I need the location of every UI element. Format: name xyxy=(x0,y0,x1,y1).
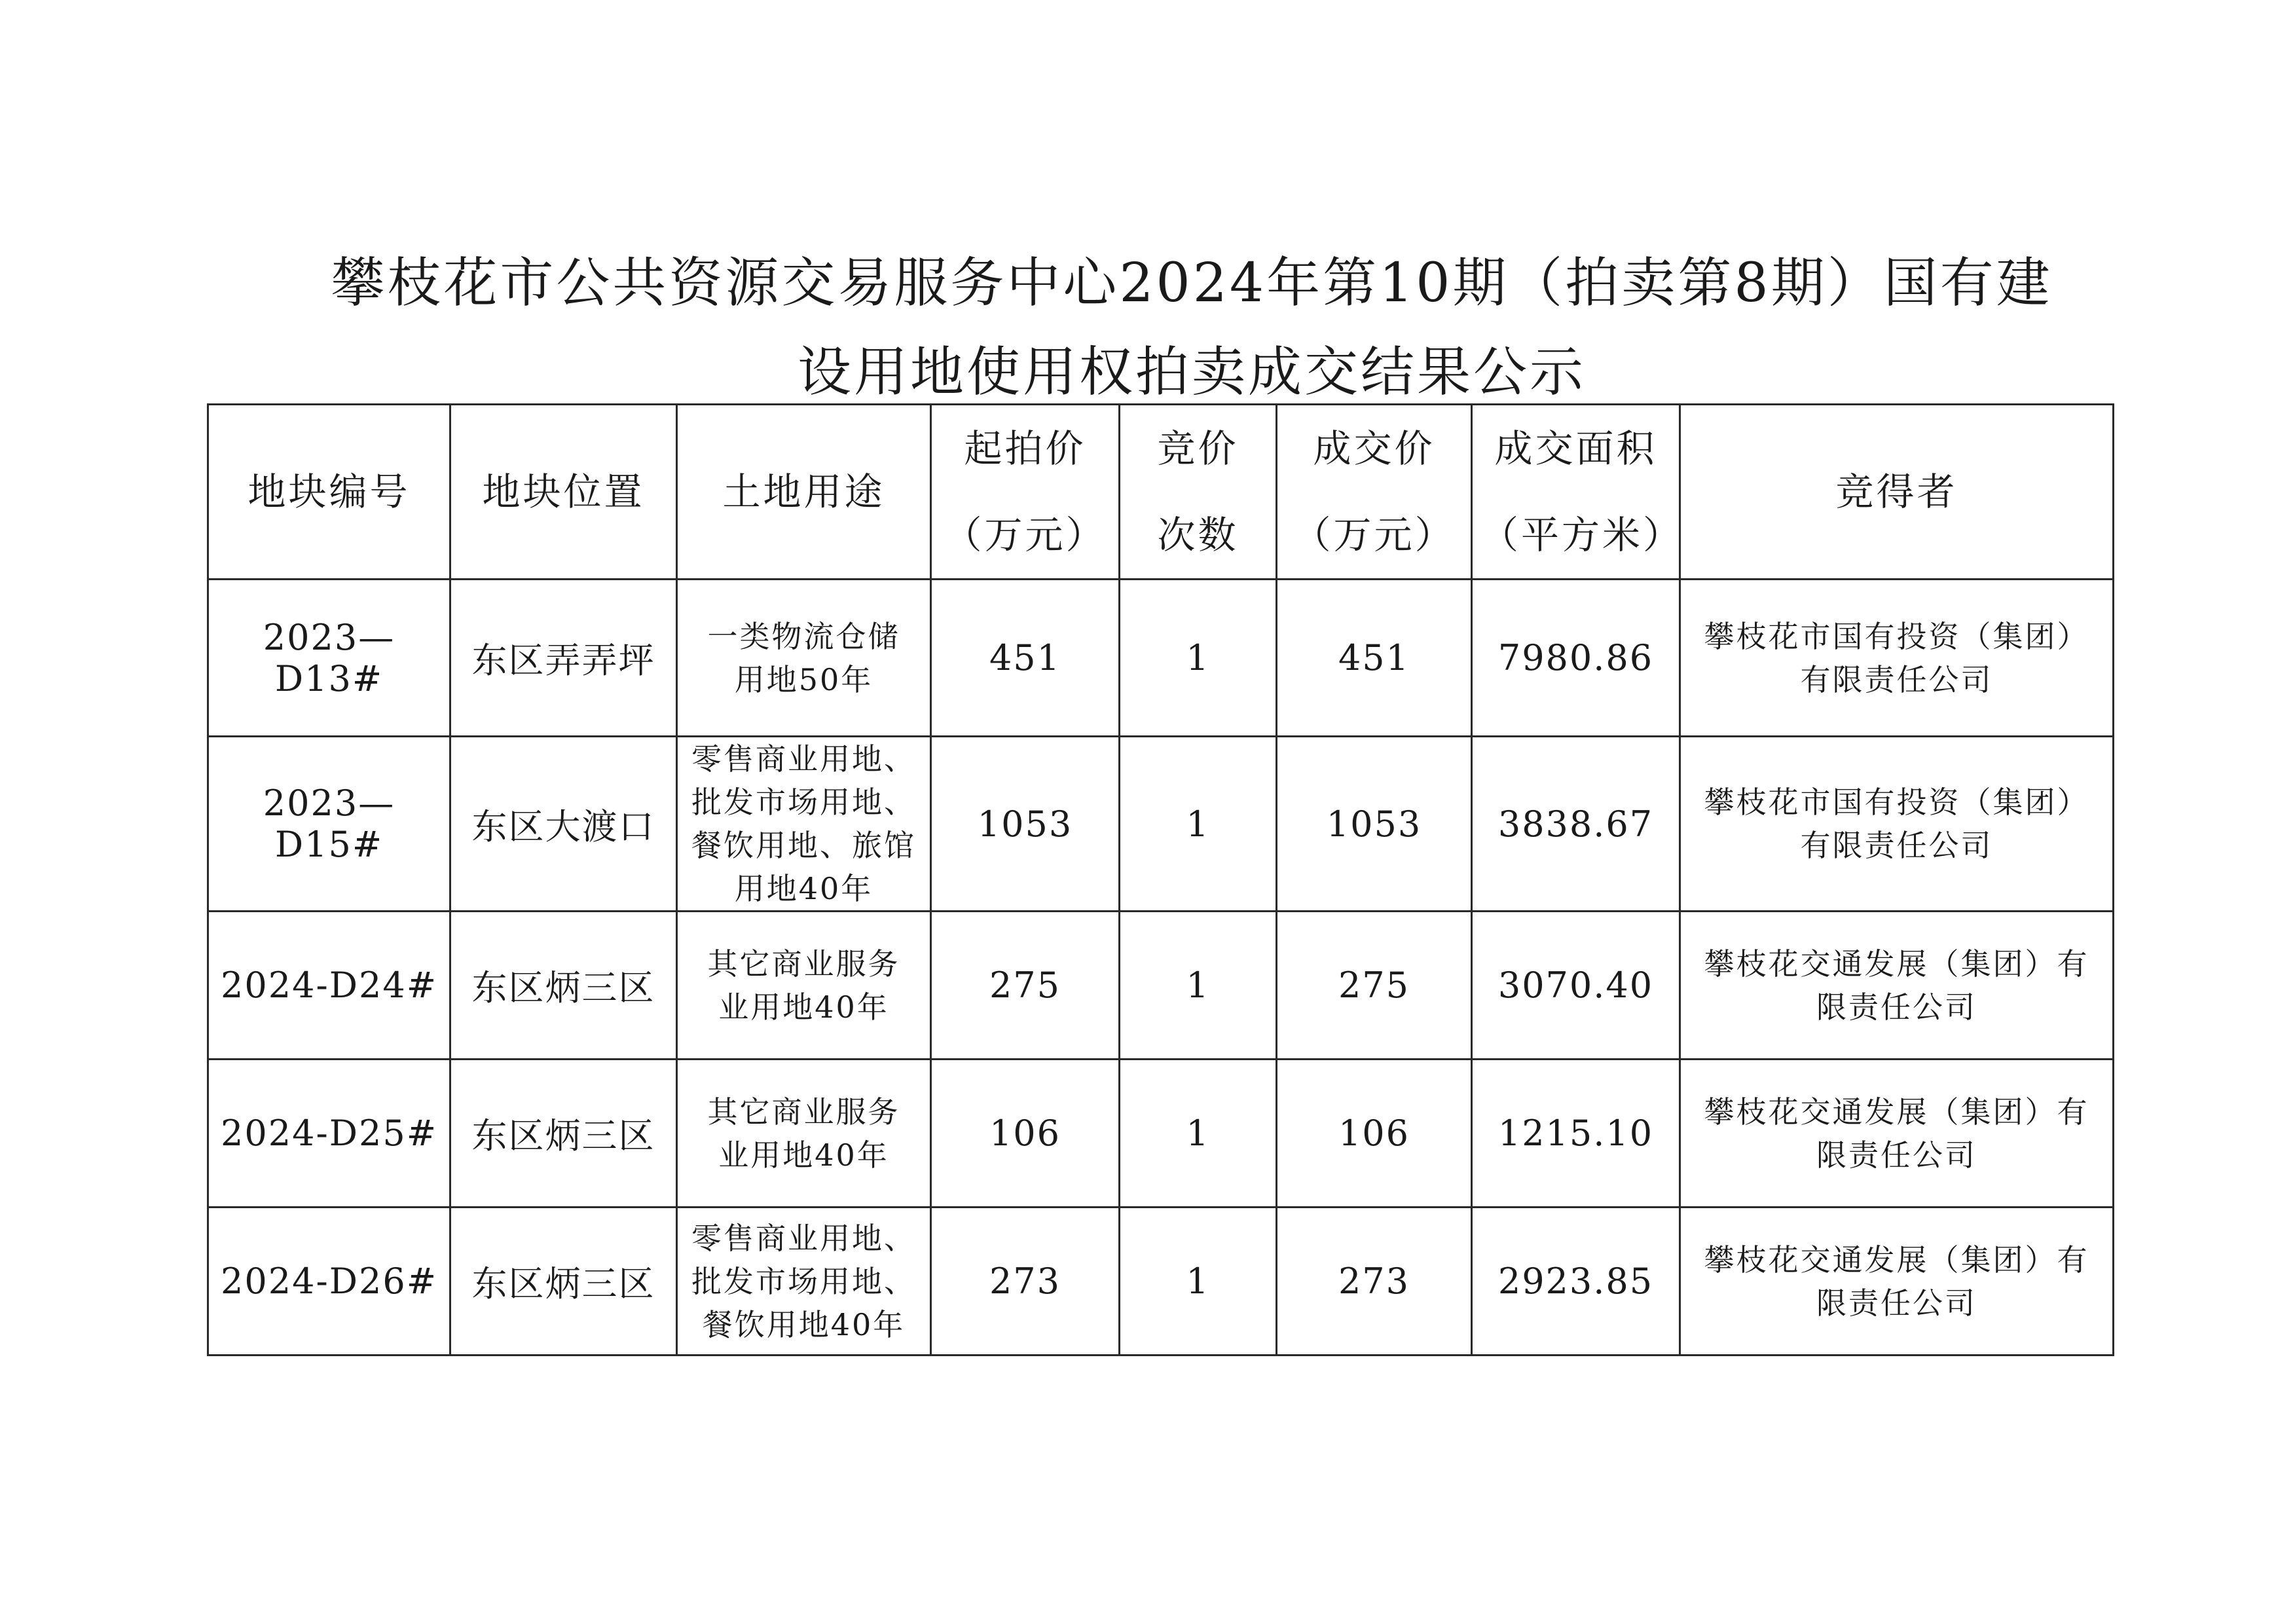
cell-area: 3838.67 xyxy=(1472,737,1680,912)
cell-winner-line: 攀枝花交通发展（集团）有 xyxy=(1704,946,2089,982)
cell-start-price: 1053 xyxy=(931,737,1120,912)
cell-start-price: 275 xyxy=(931,912,1120,1060)
cell-area: 7980.86 xyxy=(1472,580,1680,737)
cell-usage-line: 零售商业用地、 xyxy=(691,741,916,777)
cell-usage xyxy=(677,737,931,912)
header-area-line-2: （平方米） xyxy=(1480,513,1684,557)
table-row xyxy=(208,1208,2114,1356)
cell-usage-line: 批发市场用地、 xyxy=(691,784,916,820)
cell-bid-count: 1 xyxy=(1120,580,1277,737)
cell-final-price: 451 xyxy=(1277,580,1472,737)
cell-usage-line: 用地50年 xyxy=(734,661,873,697)
header-final-price-line-2: （万元） xyxy=(1293,513,1456,557)
cell-bid-count: 1 xyxy=(1120,737,1277,912)
cell-usage-line: 批发市场用地、 xyxy=(691,1263,916,1299)
header-usage: 土地用途 xyxy=(677,405,931,580)
header-start-price xyxy=(931,405,1120,580)
cell-usage-line: 餐饮用地40年 xyxy=(702,1306,906,1342)
cell-winner-line: 限责任公司 xyxy=(1816,1137,1977,1173)
cell-bid-count: 1 xyxy=(1120,912,1277,1060)
cell-parcel-no: 2023—D13# xyxy=(208,580,450,737)
cell-winner xyxy=(1680,1060,2114,1208)
cell-usage-line: 其它商业服务 xyxy=(707,946,900,982)
cell-winner-line: 攀枝花交通发展（集团）有 xyxy=(1704,1094,2089,1130)
cell-parcel-no: 2024-D24# xyxy=(208,912,450,1060)
cell-winner-line: 限责任公司 xyxy=(1816,989,1977,1025)
cell-usage xyxy=(677,912,931,1060)
cell-bid-count: 1 xyxy=(1120,1208,1277,1356)
header-start-price-line-2: （万元） xyxy=(944,513,1107,557)
header-bid-count-line-1: 竞价 xyxy=(1157,426,1239,471)
cell-usage xyxy=(677,1060,931,1208)
cell-start-price: 273 xyxy=(931,1208,1120,1356)
header-location: 地块位置 xyxy=(450,405,677,580)
page-title xyxy=(249,239,2135,417)
cell-final-price: 275 xyxy=(1277,912,1472,1060)
cell-location: 东区炳三区 xyxy=(450,912,677,1060)
table-row xyxy=(208,912,2114,1060)
cell-usage-line: 餐饮用地、旅馆 xyxy=(691,828,916,863)
table-row xyxy=(208,737,2114,912)
header-area-line-1: 成交面积 xyxy=(1494,426,1657,471)
cell-usage-line: 业用地40年 xyxy=(718,989,889,1025)
cell-winner xyxy=(1680,912,2114,1060)
cell-parcel-no: 2024-D26# xyxy=(208,1208,450,1356)
cell-usage-line: 一类物流仓储 xyxy=(707,618,900,654)
cell-usage-line: 其它商业服务 xyxy=(707,1094,900,1130)
cell-area: 3070.40 xyxy=(1472,912,1680,1060)
title-line-1: 攀枝花市公共资源交易服务中心2024年第10期（拍卖第8期）国有建 xyxy=(331,252,2053,314)
table-row xyxy=(208,1060,2114,1208)
header-final-price xyxy=(1277,405,1472,580)
cell-usage xyxy=(677,580,931,737)
cell-parcel-no: 2024-D25# xyxy=(208,1060,450,1208)
cell-area: 1215.10 xyxy=(1472,1060,1680,1208)
title-line-2: 设用地使用权拍卖成交结果公示 xyxy=(797,341,1586,403)
table-row xyxy=(208,580,2114,737)
cell-winner-line: 有限责任公司 xyxy=(1800,828,1993,863)
cell-usage-line: 业用地40年 xyxy=(718,1137,889,1173)
cell-winner xyxy=(1680,737,2114,912)
cell-winner-line: 攀枝花交通发展（集团）有 xyxy=(1704,1242,2089,1278)
cell-winner xyxy=(1680,580,2114,737)
header-area xyxy=(1472,405,1684,580)
cell-start-price: 451 xyxy=(931,580,1120,737)
header-final-price-line-1: 成交价 xyxy=(1313,426,1435,471)
cell-start-price: 106 xyxy=(931,1060,1120,1208)
cell-winner-line: 攀枝花市国有投资（集团） xyxy=(1704,618,2089,654)
cell-usage xyxy=(677,1208,931,1356)
auction-results-table xyxy=(207,403,2114,1356)
cell-location: 东区大渡口 xyxy=(450,737,677,912)
cell-location: 东区炳三区 xyxy=(450,1060,677,1208)
cell-usage-line: 零售商业用地、 xyxy=(691,1220,916,1256)
header-winner: 竞得者 xyxy=(1680,405,2114,580)
table-header-row xyxy=(208,405,2114,580)
cell-location: 东区炳三区 xyxy=(450,1208,677,1356)
cell-final-price: 1053 xyxy=(1277,737,1472,912)
cell-winner xyxy=(1680,1208,2114,1356)
cell-area: 2923.85 xyxy=(1472,1208,1680,1356)
cell-final-price: 106 xyxy=(1277,1060,1472,1208)
header-bid-count xyxy=(1120,405,1277,580)
cell-location: 东区弄弄坪 xyxy=(450,580,677,737)
header-parcel-no: 地块编号 xyxy=(208,405,450,580)
cell-winner-line: 限责任公司 xyxy=(1816,1285,1977,1321)
cell-final-price: 273 xyxy=(1277,1208,1472,1356)
cell-winner-line: 攀枝花市国有投资（集团） xyxy=(1704,784,2089,820)
header-bid-count-line-2: 次数 xyxy=(1157,513,1239,557)
cell-winner-line: 有限责任公司 xyxy=(1800,661,1993,697)
cell-parcel-no: 2023—D15# xyxy=(208,737,450,912)
cell-bid-count: 1 xyxy=(1120,1060,1277,1208)
header-start-price-line-1: 起拍价 xyxy=(964,426,1086,471)
cell-usage-line: 用地40年 xyxy=(734,871,873,906)
